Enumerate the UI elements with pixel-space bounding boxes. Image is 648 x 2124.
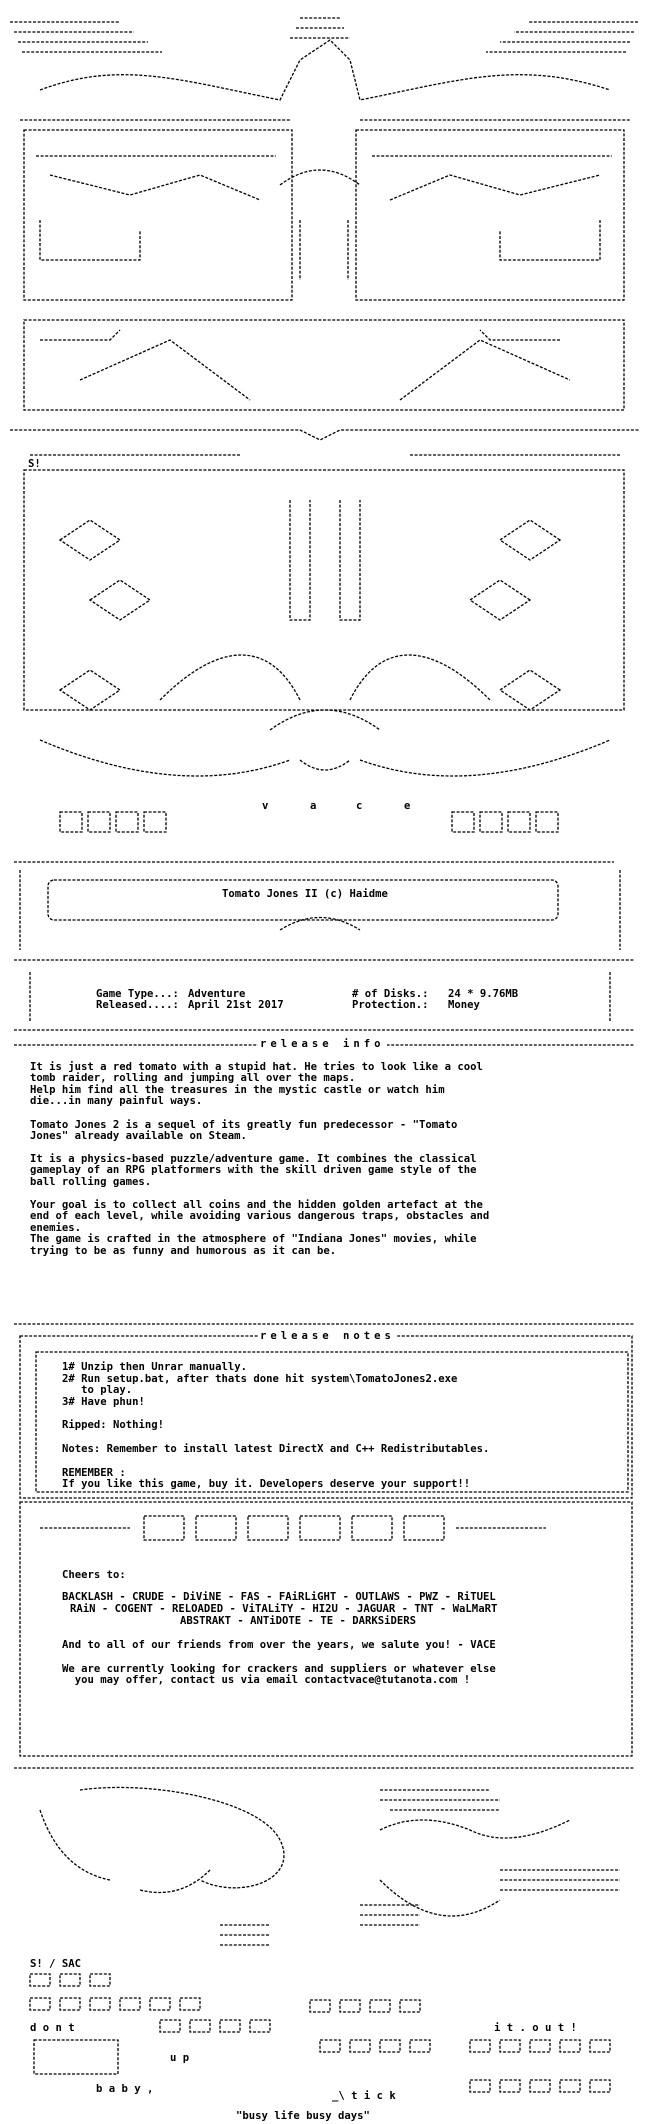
release-info-paragraph: It is a physics-based puzzle/adventure game. It combines the classical gameplay of an RPG platformers with the skill driven game style of the ball rolling games. — [30, 1153, 477, 1188]
install-step: 1# Unzip then Unrar manually. — [62, 1361, 247, 1373]
greets-groups: RAiN - COGENT - RELOADED - ViTALiTY - HI2U - JAGUAR - TNT - WaLMaRT — [70, 1603, 498, 1615]
remember-text: If you like this game, buy it. Developers deserve your support!! — [62, 1478, 471, 1490]
release-info-paragraph: Your goal is to collect all coins and the hidden golden artefact at the end of each level, while avoiding various dangerous traps, obstacles and enemies. The game is crafted in the atmosphere of "Indiana Jones" movies, while trying to be as funny and humorous as it can be. — [30, 1199, 490, 1257]
disks-value: 24 * 9.76MB — [448, 988, 519, 1000]
release-info-heading: release info — [260, 1038, 385, 1050]
footer-tagline: "busy life busy days" — [236, 2110, 370, 2122]
salute-text: And to all of our friends from over the years, we salute you! - VACE — [62, 1639, 496, 1651]
game-type-value: Adventure — [188, 988, 246, 1000]
release-title: Tomato Jones II (c) Haidme — [222, 888, 388, 900]
greets-groups: BACKLASH - CRUDE - DiViNE - FAS - FAiRLiGHT - OUTLAWS - PWZ - RiTUEL — [62, 1591, 496, 1603]
install-step: 3# Have phun! — [62, 1396, 145, 1408]
group-letter-v: v — [262, 800, 278, 812]
released-value: April 21st 2017 — [188, 999, 284, 1011]
recruit-text: We are currently looking for crackers and suppliers or whatever else you may offer, contact us via email contactvace@tutanota.com ! — [62, 1663, 496, 1687]
group-letter-a: a — [310, 800, 326, 812]
release-info-paragraph: It is just a red tomato with a stupid hat. He tries to look like a cool tomb raider, rolling and jumping all over the maps. Help him find all the treasures in the mystic castle or watch him die...in many painful ways. — [30, 1061, 483, 1108]
disks-label: # of Disks.: — [352, 988, 429, 1000]
group-letter-c: c — [356, 800, 372, 812]
group-letter-e: e — [404, 800, 420, 812]
release-info-paragraph: Tomato Jones 2 is a sequel of its greatly fun predecessor - "Tomato Jones" already available on Steam. — [30, 1119, 458, 1143]
remember-label: REMEMBER : — [62, 1467, 126, 1479]
footer-dont: d o n t — [30, 2022, 75, 2034]
footer-baby: b a b y , — [96, 2083, 154, 2095]
greets-groups: ABSTRAKT - ANTiDOTE - TE - DARKSiDERS — [180, 1615, 416, 1627]
cheers-label: Cheers to: — [62, 1569, 126, 1581]
ripped-note: Ripped: Nothing! — [62, 1419, 165, 1431]
footer-it-out: i t . o u t ! — [494, 2022, 577, 2034]
released-label: Released....: — [96, 999, 179, 1011]
install-step: 2# Run setup.bat, after thats done hit system\TomatoJones2.exe to play. — [62, 1373, 458, 1397]
directx-note: Notes: Remember to install latest DirectX and C++ Redistributables. — [62, 1443, 490, 1455]
footer-stick: _\ t i c k — [332, 2090, 396, 2102]
protection-label: Protection.: — [352, 999, 429, 1011]
release-notes-heading: release notes — [260, 1330, 395, 1342]
protection-value: Money — [448, 999, 480, 1011]
game-type-label: Game Type...: — [96, 988, 179, 1000]
footer-up: u p — [170, 2052, 190, 2064]
footer-sig: S! / SAC — [30, 1958, 82, 1970]
header-sig: S! — [28, 458, 41, 470]
